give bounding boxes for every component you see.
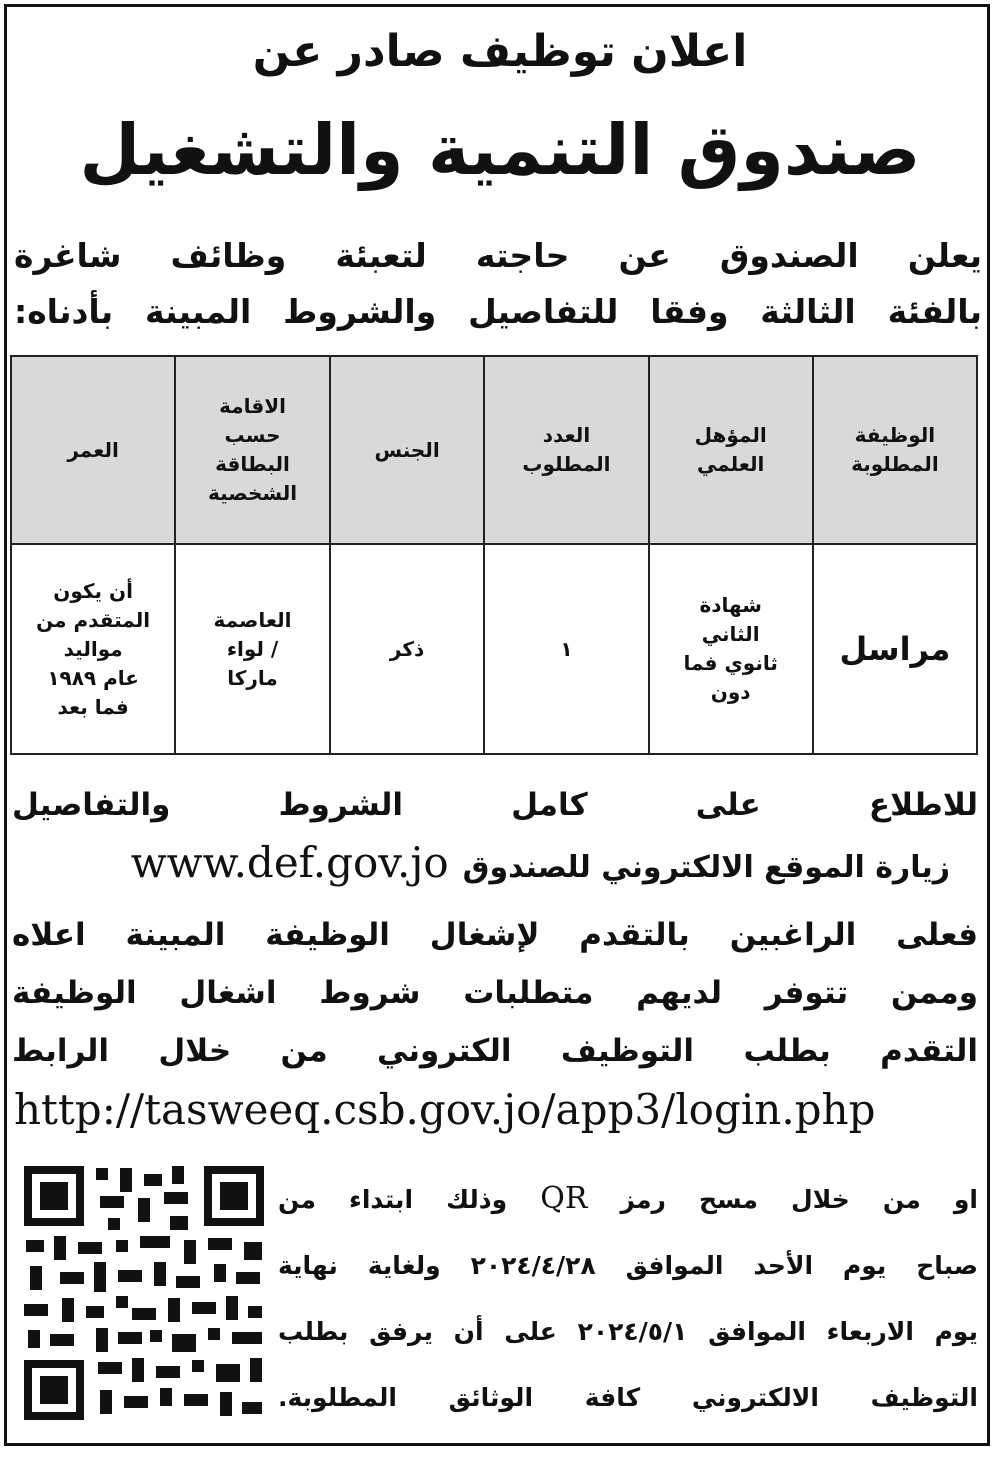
qr-line-4: التوظيف الالكتروني كافة الوثائق المطلوبة. bbox=[278, 1383, 978, 1412]
apply-line-3: التقدم بطلب التوظيف الكتروني من خلال الرابط bbox=[12, 1033, 978, 1069]
cell-count: ١ bbox=[484, 544, 648, 754]
header-count: العدد المطلوب bbox=[484, 356, 648, 544]
jobs-table bbox=[10, 355, 978, 755]
header-qualification: المؤهل العلمي bbox=[649, 356, 813, 544]
cell-residence: العاصمة / لواء ماركا bbox=[175, 544, 330, 754]
table-row bbox=[11, 544, 977, 754]
details-line: للاطلاع على كامل الشروط والتفاصيل bbox=[12, 787, 978, 823]
qr-line-3: يوم الاربعاء الموافق ٢٠٢٤/٥/١ على أن يرفق بطلب bbox=[278, 1317, 978, 1346]
header-job: الوظيفة المطلوبة bbox=[813, 356, 977, 544]
cell-job: مراسل bbox=[813, 544, 977, 754]
cell-age: أن يكون المتقدم من مواليد عام ١٩٨٩ فما بعد bbox=[11, 544, 175, 754]
header-residence: الاقامة حسب البطاقة الشخصية bbox=[175, 356, 330, 544]
application-link[interactable]: http://tasweeq.csb.gov.jo/app3/login.php bbox=[14, 1085, 876, 1134]
qr-instructions bbox=[278, 1166, 978, 1431]
table-header-row bbox=[11, 356, 977, 544]
header-age: العمر bbox=[11, 356, 175, 544]
intro-paragraph bbox=[14, 228, 982, 340]
intro-line-1: يعلن الصندوق عن حاجته لتعبئة وظائف شاغرة bbox=[14, 236, 982, 275]
qr-code-icon[interactable] bbox=[20, 1162, 268, 1424]
announcement-title: اعلان توظيف صادر عن bbox=[252, 26, 748, 77]
qr-code-word: QR bbox=[540, 1181, 588, 1216]
intro-line-2: بالفئة الثالثة وفقا للتفاصيل والشروط المبينة بأدناه: bbox=[14, 292, 982, 331]
website-link[interactable]: www.def.gov.jo bbox=[130, 838, 449, 887]
cell-gender: ذكر bbox=[330, 544, 485, 754]
apply-line-1: فعلى الراغبين بالتقدم لإشغال الوظيفة المبينة اعلاه bbox=[12, 917, 978, 953]
qr-line-2: صباح يوم الأحد الموافق ٢٠٢٤/٤/٢٨ ولغاية نهاية bbox=[278, 1251, 978, 1280]
visit-text: زيارة الموقع الالكتروني للصندوق bbox=[462, 850, 950, 885]
website-row bbox=[50, 838, 950, 887]
qr-line-1: او من خلال مسح رمز QR وذلك ابتداء من bbox=[278, 1181, 978, 1216]
cell-qualification: شهادة الثاني ثانوي فما دون bbox=[649, 544, 813, 754]
apply-line-2: وممن تتوفر لديهم متطلبات شروط اشغال الوظيفة bbox=[12, 975, 978, 1011]
header-gender: الجنس bbox=[330, 356, 485, 544]
organization-name: صندوق التنمية والتشغيل bbox=[79, 109, 921, 191]
